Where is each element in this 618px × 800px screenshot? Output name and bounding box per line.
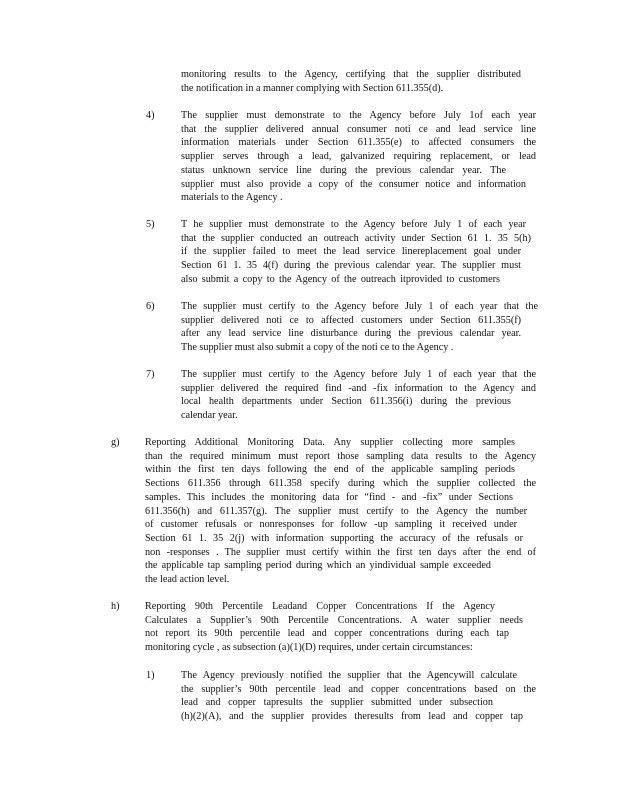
text-line: Section 61 1. 35 2(j) with information supporting the accuracy of the refusals or (145, 532, 523, 544)
item-marker: 4) (146, 110, 155, 121)
item-marker: 7) (146, 369, 155, 380)
text-line: of customer refusals or nonresponses for follow -up sampling it received under (145, 519, 517, 531)
text-line: supplier must also provide a copy of the consumer notice and information (181, 178, 526, 190)
text-line: (h)(2)(A), and the supplier provides theresults from lead and copper tap (181, 711, 523, 723)
text-line: lead and copper tapresults the supplier submitted under subsection (181, 697, 493, 709)
text-line: Calculates a Supplier’s 90th Percentile Concentrations. A water supplier needs (145, 614, 523, 626)
text-line: within the first ten days following the end of the applicable sampling periods (145, 464, 515, 476)
item-marker: g) (111, 437, 120, 448)
text-line: local health departments under Section 611.356(i) during the previous (181, 396, 511, 408)
paragraph-4 (181, 109, 536, 205)
paragraph-6 (181, 300, 538, 355)
text-line: supplier delivered the required find -and -fix information to the Agency and (181, 382, 536, 394)
text-line: supplier serves through a lead, galvanized requiring replacement, or lead (181, 151, 536, 163)
text-line: Reporting 90th Percentile Leadand Copper Concentrations If the Agency (145, 601, 495, 612)
text-line: than the required minimum must report those sampling data results to the Agency (145, 450, 536, 462)
text-line: the applicable tap sampling period during which an yindividual sample exceeded (145, 560, 491, 572)
text-line: The Agency previously notified the supplier that the Agencywill calculate (181, 670, 517, 681)
text-line: after any lead service line disturbance during the previous calendar year. (181, 328, 521, 340)
item-marker: 1) (146, 670, 155, 681)
item-marker: 6) (146, 301, 155, 312)
text-line: monitoring cycle , as subsection (a)(1)(D) requires, under certain circumstances: (145, 642, 473, 654)
paragraph-g (145, 436, 536, 587)
text-line: supplier delivered noti ce to affected customers under Section 611.355(f) (181, 314, 521, 326)
text-line: Sections 611.356 through 611.358 specify during which the supplier collected the (145, 478, 536, 490)
text-line: the notification in a manner complying with Section 611.355(d). (181, 82, 444, 94)
text-line: The supplier must also submit a copy of the noti ce to the Agency . (181, 342, 454, 354)
text-line: calendar year. (181, 410, 238, 422)
text-line: The supplier must certify to the Agency before July 1 of each year that the (181, 301, 538, 312)
text-line: not report its 90th percentile lead and copper concentrations during each tap (145, 628, 509, 640)
text-line: 611.356(h) and 611.357(g). The supplier must certify to the Agency the number (145, 505, 527, 517)
text-line: information materials under Section 611.355(e) to affected consumers the (181, 137, 536, 149)
text-line: status unknown service line during the previous calendar year. The (181, 164, 506, 176)
text-line: that the supplier conducted an outreach activity under Section 61 1. 35 5(h) (181, 232, 531, 244)
text-line: non -responses . The supplier must certify within the first ten days after the end of (145, 546, 536, 558)
paragraph-h-1 (181, 669, 536, 724)
text-line: if the supplier failed to meet the lead service linereplacement goal under (181, 246, 521, 258)
text-line: The supplier must demonstrate to the Agency before July 1of each year (181, 110, 536, 121)
paragraph-5 (181, 218, 536, 287)
text-line: Section 61 1. 35 4(f) during the previous calendar year. The supplier must (181, 260, 521, 272)
text-line: the supplier’s 90th percentile lead and copper concentrations based on the (181, 683, 536, 695)
paragraph-7 (181, 368, 536, 423)
continuation-paragraph (181, 68, 521, 95)
text-line: that the supplier delivered annual consumer noti ce and lead service line (181, 123, 536, 135)
text-line: also submit a copy to the Agency of the outreach itprovided to customers (181, 273, 500, 285)
item-marker: 5) (146, 219, 155, 230)
text-line: materials to the Agency . (181, 192, 283, 204)
text-line: The supplier must certify to the Agency before July 1 of each year that the (181, 369, 536, 380)
text-line: the lead action level. (145, 574, 230, 586)
item-marker: h) (111, 601, 120, 612)
text-line: monitoring results to the Agency, certifying that the supplier distributed (181, 69, 521, 80)
text-line: samples. This includes the monitoring data for “find - and -fix” under Sections (145, 491, 513, 503)
text-line: Reporting Additional Monitoring Data. Any supplier collecting more samples (145, 437, 515, 448)
paragraph-h (145, 600, 523, 655)
text-line: T he supplier must demonstrate to the Agency before July 1 of each year (181, 219, 526, 230)
